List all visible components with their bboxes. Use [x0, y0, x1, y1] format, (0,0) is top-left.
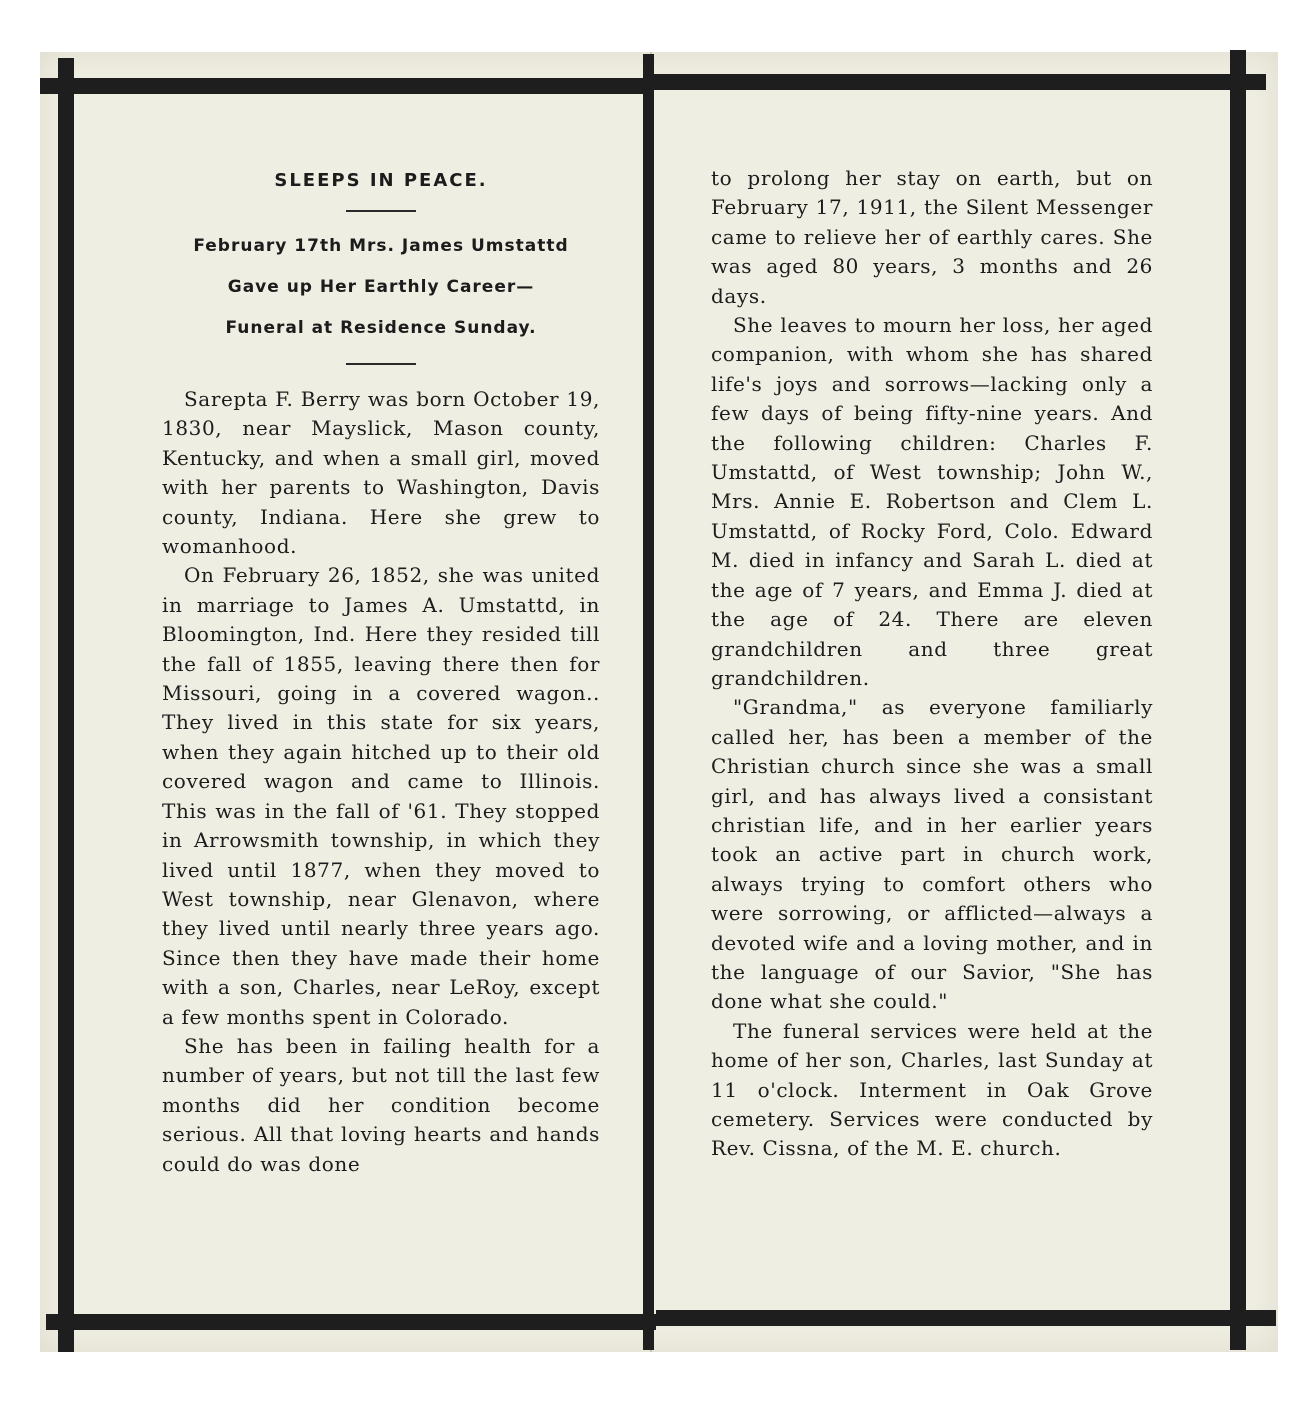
border-top-right	[652, 74, 1266, 90]
divider-dash	[346, 210, 416, 212]
right-column	[711, 164, 1153, 1164]
paragraph-funeral: The funeral services were held at the home of her son, Charles, last Sunday at 11 o'clock. Interment in Oak Grove cemetery. Services were conducted by Rev. Cissna, of the M. E. church.	[711, 1018, 1153, 1161]
border-top-left	[40, 78, 652, 94]
paragraph-birth: Sarepta F. Berry was born October 19, 1830, near Mayslick, Mason county, Kentucky, and when a small girl, moved with her parents to Washington, Davis county, Indiana. Here she grew to womanhood.	[162, 387, 600, 559]
border-center	[643, 54, 654, 1350]
border-left	[58, 58, 74, 1352]
subheading-line-1: February 17th Mrs. James Umstattd	[193, 236, 569, 256]
border-bottom-right	[656, 1310, 1276, 1326]
paragraph-marriage: On February 26, 1852, she was united in marriage to James A. Umstattd, in Bloomington, Ind. Here they resided till the fall of 1855, leaving there then for Missouri, going in a covered wagon.. They lived in this state for six years, when they again hitched up to their old covered wagon and came to Illinois. This was in the fall of '61. They stopped in Arrowsmith township, in which they lived until 1877, when they moved to West township, near Glenavon, where they lived until nearly three years ago. Since then they have made their home with a son, Charles, near LeRoy, except a few months spent in Colorado.	[162, 563, 600, 1029]
left-column	[162, 166, 600, 1179]
border-right	[1230, 50, 1246, 1350]
paragraph-grandma: "Grandma," as everyone familiarly called her, has been a member of the Christian church since she was a small girl, and has always lived a consistant christian life, and in her earlier years took an active part in church work, always trying to comfort others who were sorrowing, or afflicted—always a devoted wife and a loving mother, and in the language of our Savior, "She has done what she could."	[711, 695, 1153, 1014]
paragraph-health: She has been in failing health for a number of years, but not till the last few months did her condition become serious. All that loving hearts and hands could do was done	[162, 1033, 600, 1176]
paragraph-death: to prolong her stay on earth, but on February 17, 1911, the Silent Messenger came to relieve her of earthly cares. She was aged 80 years, 3 months and 26 days.	[711, 166, 1153, 308]
border-bottom-left	[46, 1314, 656, 1330]
subheading-line-3: Funeral at Residence Sunday.	[225, 318, 537, 338]
divider-dash	[346, 363, 416, 365]
headline: SLEEPS IN PEACE.	[274, 170, 488, 191]
subheading-line-2: Gave up Her Earthly Career—	[227, 277, 535, 297]
paragraph-survivors: She leaves to mourn her loss, her aged companion, with whom she has shared life's joys and sorrows—lacking only a few days of being fifty-nine years. And the following children: Charles F. Umstattd, of West township; John W., Mrs. Annie E. Robertson and Clem L. Umstattd, of Rocky Ford, Colo. Edward M. died in infancy and Sarah L. died at the age of 7 years, and Emma J. died at the age of 24. There are eleven grandchildren and three great grandchildren.	[711, 313, 1153, 690]
